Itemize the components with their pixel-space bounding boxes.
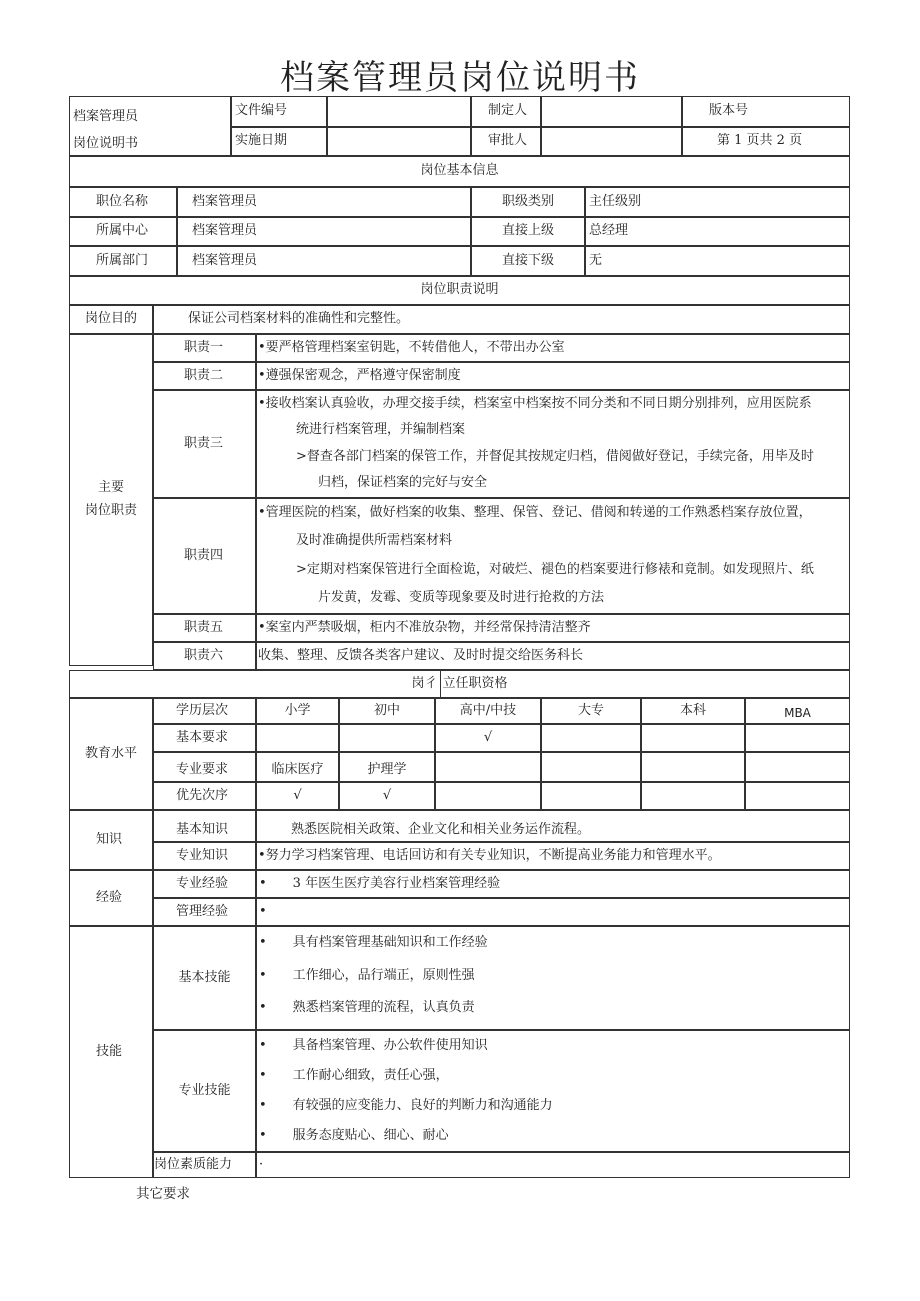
basic-row-value: 档案管理员 <box>177 217 471 246</box>
basic-req-cell <box>745 724 850 752</box>
duty-name: 职责三 <box>153 390 256 498</box>
mgmt-exp-label: 管理经验 <box>153 898 256 926</box>
basic-req-cell <box>641 724 745 752</box>
duty-name: 职责六 <box>153 642 256 670</box>
major-req-cell <box>745 752 850 782</box>
priority-label: 优先次序 <box>153 782 256 810</box>
main-duties-label-1: 主要 <box>97 480 124 496</box>
major-req-cell: 护理学 <box>339 752 435 782</box>
pro-exp-value <box>256 870 850 898</box>
duty-name: 职责五 <box>153 614 256 642</box>
basic-req-label: 基本要求 <box>153 724 256 752</box>
basic-skill-item <box>259 1000 475 1017</box>
pro-know-value: •努力学习档案管理、电话回访和有关专业知识，不断提高业务能力和管理水平。 <box>256 842 850 870</box>
doc-name-1: 档案管理员 <box>73 109 139 124</box>
pro-skill-text: 服务态度贴心、细心、耐心 <box>292 1127 449 1143</box>
basic-skill-text: 具有档案管理基础知识和工作经验 <box>292 934 488 950</box>
basic-req-cell <box>541 724 641 752</box>
priority-cell <box>745 782 850 810</box>
file-no-value <box>327 96 471 127</box>
bullet: • <box>259 967 267 983</box>
exp-label: 经验 <box>69 870 153 926</box>
pro-skill-text: 具备档案管理、办公软件使用知识 <box>292 1037 488 1053</box>
bullet: • <box>259 1127 267 1143</box>
basic-row-label: 直接下级 <box>471 246 585 276</box>
qualify-section <box>69 670 850 698</box>
pro-skill-label: 专业技能 <box>153 1030 256 1152</box>
edu-label: 教育水平 <box>69 698 153 810</box>
page-info: 第 1 页共 2 页 <box>682 127 850 156</box>
basic-skill-text: 熟悉档案管理的流程，认真负责 <box>292 1000 475 1016</box>
approver-label: 审批人 <box>471 127 541 156</box>
major-req-cell <box>435 752 541 782</box>
pro-skill-item <box>259 1098 553 1115</box>
bullet: • <box>259 1037 267 1053</box>
priority-cell: √ <box>339 782 435 810</box>
major-req-cell <box>541 752 641 782</box>
basic-info-section: 岗位基本信息 <box>69 156 850 187</box>
author-value <box>541 96 682 127</box>
impl-date-label: 实施日期 <box>231 127 327 156</box>
main-duties-label-2: 岗位职责 <box>84 503 137 518</box>
doc-name-cell <box>69 96 231 156</box>
bullet: • <box>259 875 267 891</box>
pro-know-label: 专业知识 <box>153 842 256 870</box>
page-title: 档案管理员岗位说明书 <box>280 58 640 98</box>
author-label: 制定人 <box>471 96 541 127</box>
purpose-value: 保证公司档案材料的准确性和完整性。 <box>153 305 850 334</box>
duty-line: 片发黄，发霉、变质等现象要及时进行抢救的方法 <box>318 590 605 606</box>
basic-know-label: 基本知识 <box>153 810 256 842</box>
basic-req-cell <box>339 724 435 752</box>
duty-line: 归档，保证档案的完好与安全 <box>318 475 488 491</box>
duty-line: 及时准确提供所需档案材料 <box>296 533 453 549</box>
qualify-section-b: 立任职资格 <box>442 675 508 691</box>
doc-name-2: 岗位说明书 <box>73 136 139 152</box>
duty-text: 收集、整理、反馈各类客户建议、及时时提交给医务科长 <box>256 642 850 670</box>
pro-skill-item <box>259 1038 488 1055</box>
basic-skill-text: 工作细心，品行端正，原则性强 <box>292 967 475 983</box>
duty-text: •遵强保密观念，严格遵守保密制度 <box>256 362 850 390</box>
basic-row-label: 直接上级 <box>471 217 585 246</box>
pro-skill-item <box>259 1068 449 1085</box>
duty-line: 统进行档案管理，并编制档案 <box>296 422 466 438</box>
footer-note: 其它要求 <box>136 1186 190 1202</box>
bullet: • <box>259 1097 267 1113</box>
knowledge-label: 知识 <box>69 810 153 870</box>
duty-line: >督查各部门档案的保管工作，并督促其按规定归档，借阅做好登记，手续完备，用毕及时 <box>296 448 814 464</box>
basic-know-value: 熟悉医院相关政策、企业文化和相关业务运作流程。 <box>256 810 850 842</box>
basic-row-value: 总经理 <box>585 217 850 246</box>
basic-req-cell <box>256 724 339 752</box>
purpose-label: 岗位目的 <box>69 305 153 334</box>
duty-text: •案室内严禁吸烟，柜内不准放杂物，并经常保持清洁整齐 <box>256 614 850 642</box>
priority-cell <box>541 782 641 810</box>
level-cell: 初中 <box>339 698 435 724</box>
level-cell: MBA <box>745 698 850 724</box>
pro-exp-text: 3 年医生医疗美容行业档案管理经验 <box>292 875 501 891</box>
basic-row-label: 所属部门 <box>69 246 177 276</box>
priority-cell: √ <box>256 782 339 810</box>
basic-req-cell: √ <box>435 724 541 752</box>
basic-skill-label: 基本技能 <box>153 926 256 1030</box>
version-label: 版本号 <box>682 96 850 127</box>
major-req-label: 专业要求 <box>153 752 256 782</box>
file-no-label: 文件编号 <box>231 96 327 127</box>
pro-skill-text: 工作耐心细致，责任心强， <box>292 1067 449 1083</box>
basic-row-label: 职级类别 <box>471 187 585 217</box>
duties-section: 岗位职责说明 <box>69 276 850 305</box>
duty-text <box>256 390 850 498</box>
pro-skill-item <box>259 1128 449 1145</box>
level-cell: 高中/中技 <box>435 698 541 724</box>
level-cell: 本科 <box>641 698 745 724</box>
basic-row-label: 职位名称 <box>69 187 177 217</box>
basic-skill-list <box>256 926 850 1030</box>
bullet: • <box>259 934 267 950</box>
impl-date-value <box>327 127 471 156</box>
pro-exp-label: 专业经验 <box>153 870 256 898</box>
mgmt-exp-value: • <box>256 898 850 926</box>
qualify-section-a: 岗彳 <box>411 675 438 691</box>
level-cell: 大专 <box>541 698 641 724</box>
duty-text: •要严格管理档案室钥匙，不转借他人，不带出办公室 <box>256 334 850 362</box>
basic-row-value: 无 <box>585 246 850 276</box>
basic-row-value: 主任级别 <box>585 187 850 217</box>
bullet: • <box>259 1000 267 1016</box>
major-req-cell: 临床医疗 <box>256 752 339 782</box>
level-cell: 小学 <box>256 698 339 724</box>
duty-line: •接收档案认真验收，办理交接手续，档案室中档案按不同分类和不同日期分别排列，应用医院系 <box>258 395 812 411</box>
duty-text <box>256 498 850 614</box>
bullet: • <box>259 1067 267 1083</box>
basic-skill-item <box>259 968 475 985</box>
priority-cell <box>641 782 745 810</box>
section-divider <box>440 671 441 697</box>
duty-name: 职责一 <box>153 334 256 362</box>
duty-line: >定期对档案保管进行全面检诡，对破烂、褪色的档案要进行修裱和竟制。如发现照片、纸 <box>296 561 814 577</box>
quality-value: · <box>256 1152 850 1178</box>
approver-value <box>541 127 682 156</box>
skill-label: 技能 <box>69 926 153 1178</box>
basic-skill-item <box>259 935 488 952</box>
basic-row-value: 档案管理员 <box>177 187 471 217</box>
basic-row-value: 档案管理员 <box>177 246 471 276</box>
level-label: 学历层次 <box>153 698 256 724</box>
major-req-cell <box>641 752 745 782</box>
duty-name: 职责二 <box>153 362 256 390</box>
main-duties-label <box>69 334 153 666</box>
priority-cell <box>435 782 541 810</box>
pro-skill-list <box>256 1030 850 1152</box>
pro-skill-text: 有较强的应变能力、良好的判断力和沟通能力 <box>292 1097 553 1113</box>
quality-label: 岗位素质能力 <box>153 1152 256 1178</box>
basic-row-label: 所属中心 <box>69 217 177 246</box>
duty-name: 职责四 <box>153 498 256 614</box>
duty-line: •管理医院的档案，做好档案的收集、整理、保管、登记、借阅和转递的工作熟悉档案存放位置， <box>258 504 812 520</box>
